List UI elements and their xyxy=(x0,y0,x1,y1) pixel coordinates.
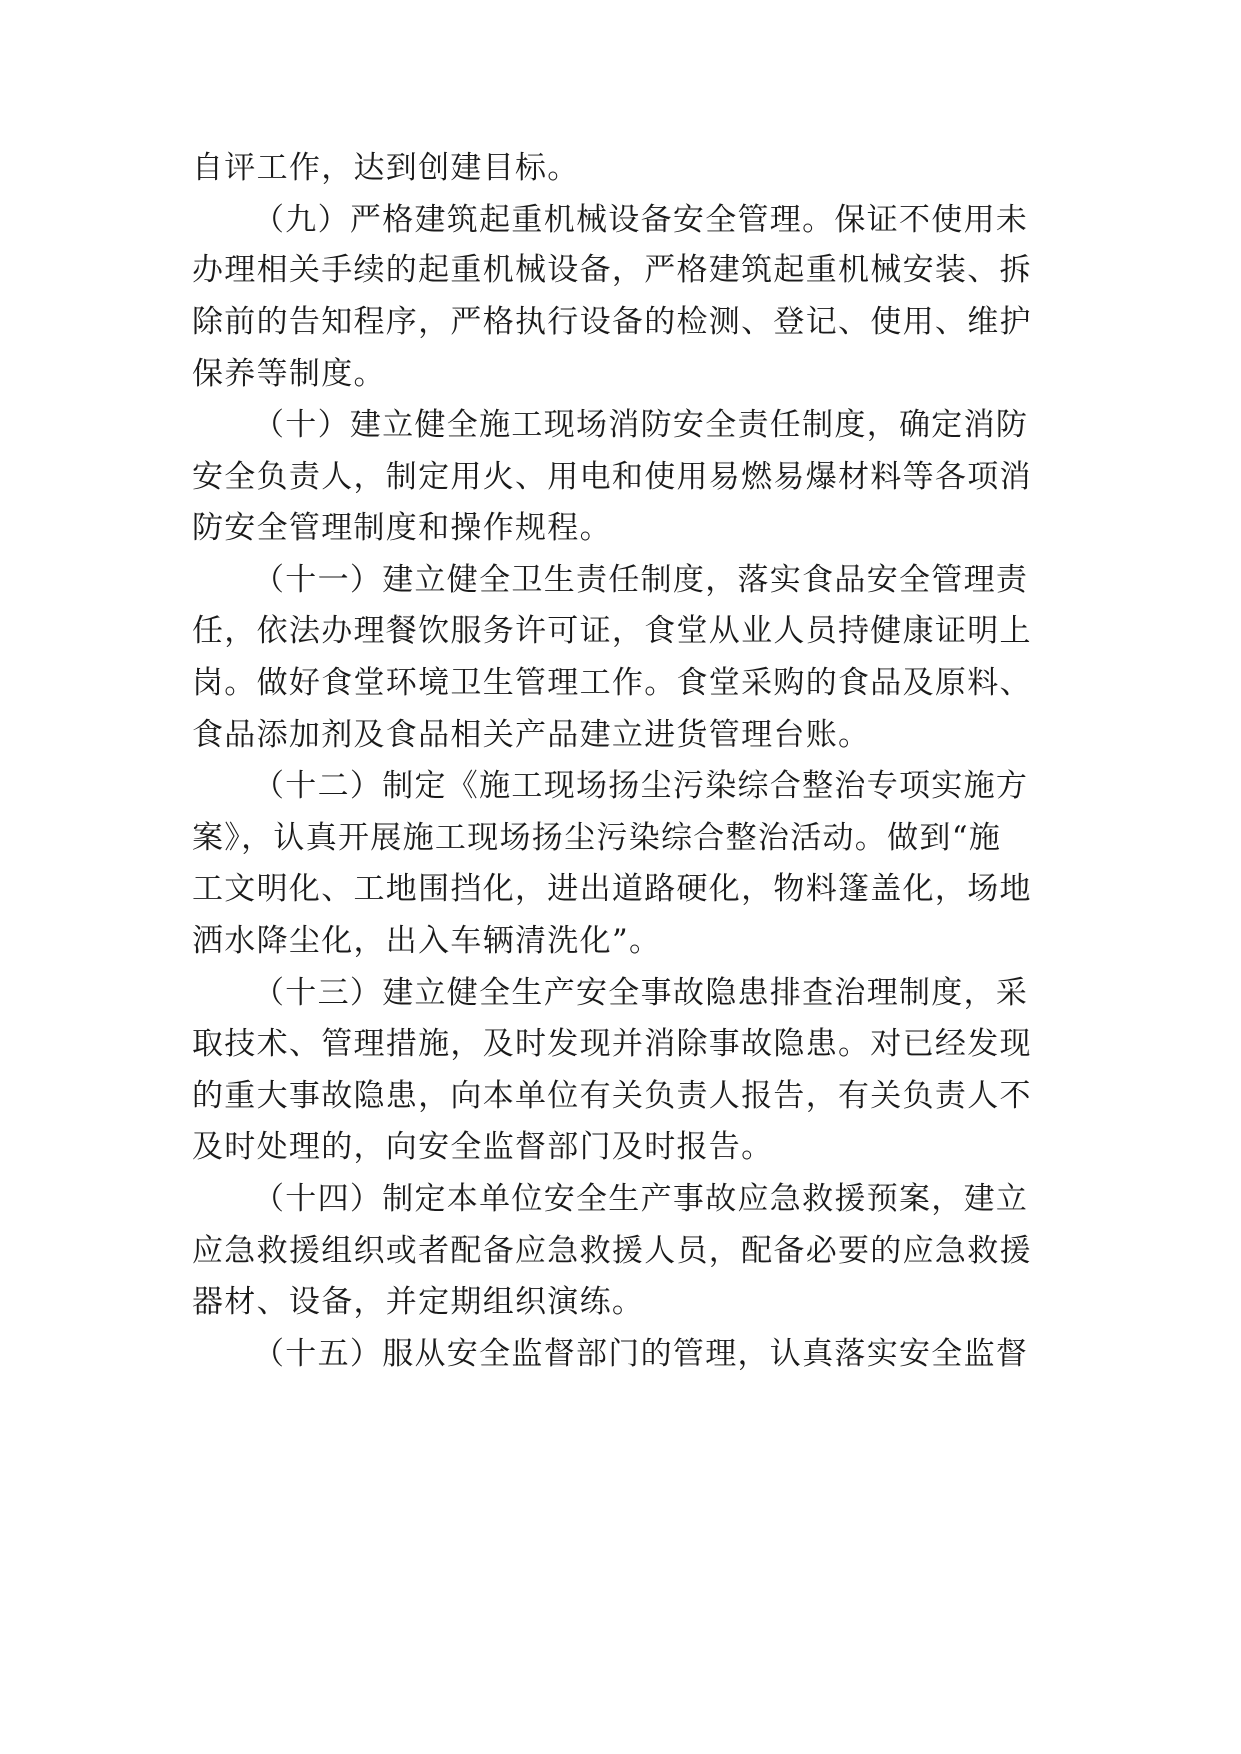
text-line: 保养等制度。 xyxy=(192,356,386,392)
text-line: 除前的告知程序，严格执行设备的检测、登记、使用、维护 xyxy=(192,304,1032,340)
text-line: （十二）制定《施工现场扬尘污染综合整治专项实施方 xyxy=(253,768,1029,804)
text-line: 防安全管理制度和操作规程。 xyxy=(192,510,612,546)
text-line: 应急救援组织或者配备应急救援人员，配备必要的应急救援 xyxy=(192,1233,1032,1269)
text-line: 取技术、管理措施，及时发现并消除事故隐患。对已经发现 xyxy=(192,1026,1032,1062)
text-line: 器材、设备，并定期组织演练。 xyxy=(192,1284,645,1320)
text-line: 任，依法办理餐饮服务许可证，食堂从业人员持健康证明上 xyxy=(192,613,1032,649)
text-line: （十一）建立健全卫生责任制度，落实食品安全管理责 xyxy=(253,562,1029,598)
text-line: 安全负责人，制定用火、用电和使用易燃易爆材料等各项消 xyxy=(192,459,1032,495)
text-line: 办理相关手续的起重机械设备，严格建筑起重机械安装、拆 xyxy=(192,252,1032,288)
text-line: 自评工作，达到创建目标。 xyxy=(192,150,580,186)
text-line: 食品添加剂及食品相关产品建立进货管理台账。 xyxy=(192,717,871,753)
text-line: （十三）建立健全生产安全事故隐患排查治理制度，采 xyxy=(253,975,1029,1011)
text-line: （十四）制定本单位安全生产事故应急救援预案，建立 xyxy=(253,1181,1029,1217)
text-line: 工文明化、工地围挡化，进出道路硬化，物料篷盖化，场地 xyxy=(192,871,1032,907)
text-line: 的重大事故隐患，向本单位有关负责人报告，有关负责人不 xyxy=(192,1078,1032,1114)
text-line: 及时处理的，向安全监督部门及时报告。 xyxy=(192,1129,774,1165)
text-line: 岗。做好食堂环境卫生管理工作。食堂采购的食品及原料、 xyxy=(192,665,1032,701)
text-line: （九）严格建筑起重机械设备安全管理。保证不使用未 xyxy=(253,202,1029,238)
text-line: （十）建立健全施工现场消防安全责任制度，确定消防 xyxy=(253,407,1029,443)
text-line: 案》，认真开展施工现场扬尘污染综合整治活动。做到“施 xyxy=(192,820,1002,856)
text-line: 洒水降尘化，出入车辆清洗化”。 xyxy=(192,923,662,959)
text-line: （十五）服从安全监督部门的管理，认真落实安全监督 xyxy=(253,1336,1029,1372)
